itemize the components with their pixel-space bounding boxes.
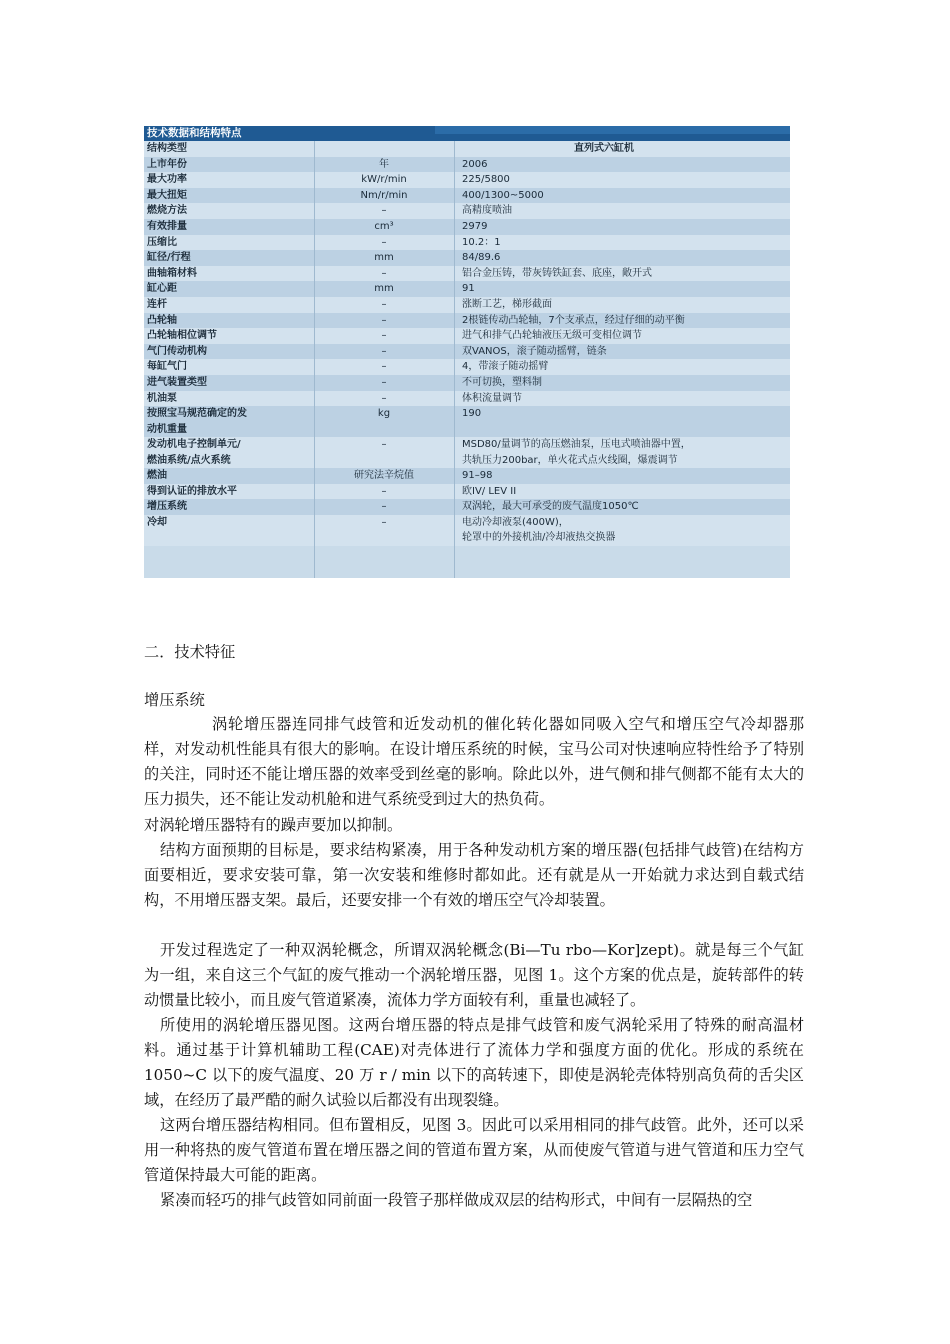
spec-value-cell: 190 [462,408,482,420]
spec-name-cell: 得到认证的排放水平 [147,485,237,497]
spec-value-cell: 84/89.6 [462,252,501,264]
spec-table-title-text: 技术数据和结构特点 [147,127,242,139]
spec-unit-cell: – [381,439,387,451]
spec-row [144,203,790,219]
spec-name-cell: 机油泵 [147,392,177,404]
spec-unit-cell: – [381,376,387,388]
spec-value-cell: 不可切换，塑料制 [462,376,542,388]
spec-row [144,468,790,484]
spec-row [144,297,790,313]
spec-value-cell: 10.2：1 [462,236,501,248]
spec-unit-cell: – [381,392,387,404]
spec-value-cell: 涨断工艺，梯形截面 [462,298,552,310]
spec-value-cell: 91 [462,283,475,295]
spec-unit-cell: mm [374,252,394,264]
spec-unit-cell: – [381,267,387,279]
section-heading: 二．技术特征 [144,643,236,661]
spec-unit-cell: – [381,361,387,373]
spec-name-cell: 最大功率 [147,174,187,186]
spec-row [144,188,790,204]
spec-name-cell: 增压系统 [147,501,187,513]
spec-value-cell: 进气和排气凸轮轴液压无级可变相位调节 [462,330,642,342]
spec-name-cell: 气门传动机构 [147,345,207,357]
spec-row [144,391,790,407]
spec-table-rows [144,141,790,546]
spec-unit-cell: – [381,205,387,217]
spec-value-cell: 欧IV/ LEV II [462,485,517,497]
spec-row [144,499,790,515]
spec-row [144,328,790,344]
paragraph: 所使用的涡轮增压器见图。这两台增压器的特点是排气歧管和废气涡轮采用了特殊的耐高温材料。通过基于计算机辅助工程(CAE)对壳体进行了流体力学和强度方面的优化。形成的系统在 1050~C 以下的废气温度、20 万 r / min 以下的高转速下，即使是涡轮壳体特别高负荷的舌尖区域，在经历了最严酷的耐久试验以后都没有出现裂缝。 [144,1016,804,1109]
spec-unit-cell: 年 [379,158,389,170]
spec-row [144,157,790,173]
spec-row [144,281,790,297]
spec-row [144,141,790,157]
paragraph: 结构方面预期的目标是，要求结构紧凑，用于各种发动机方案的增压器(包括排气歧管)在结构方面要相近，要求安装可靠，第一次安装和维修时都如此。还有就是从一开始就力求达到自载式结构，不用增压器支架。最后，还要安排一个有效的增压空气冷却装置。 [144,841,804,909]
spec-value-cell: 2根链传动凸轮轴，7个支承点，经过仔细的动平衡 [462,314,685,326]
spec-value-cell: 电动冷却液泵(400W)， 轮罩中的外接机油/冷却液热交换器 [462,516,616,544]
spec-unit-cell: kg [377,408,391,420]
spec-unit-cell: – [381,314,387,326]
spec-value-cell: 2006 [462,158,488,170]
column-divider [314,141,315,578]
spec-row [144,359,790,375]
paragraph: 紧凑而轻巧的排气歧管如同前面一段管子那样做成双层的结构形式，中间有一层隔热的空 [160,1191,753,1209]
spec-table-title [144,126,790,141]
spec-value-cell: 91–98 [462,470,493,482]
spec-row [144,172,790,188]
spec-name-cell: 最大扭矩 [147,189,187,201]
spec-name-cell: 结构类型 [147,143,187,154]
spec-name-cell: 曲轴箱材料 [147,267,197,279]
spec-unit-cell: – [381,236,387,248]
paragraph: 开发过程选定了一种双涡轮概念，所谓双涡轮概念(Bi—Tu rbo—Kor]zept)。就是每三个气缸为一组，来自这三个气缸的废气推动一个涡轮增压器，见图 1。这个方案的优点是，旋转部件的转动惯量比较小，而且废气管道紧凑，流体力学方面较有利，重量也减轻了。 [144,941,804,1009]
spec-row [144,437,790,468]
spec-value-cell: 双VANOS，滚子随动摇臂，链条 [462,345,607,357]
column-divider [454,141,455,578]
spec-unit-cell: mm [374,283,394,295]
spec-value-cell: 直列式六缸机 [574,143,634,154]
spec-name-cell: 按照宝马规范确定的发 动机重量 [147,408,247,435]
spec-table-image [144,126,790,578]
spec-value-cell: 400/1300~5000 [462,189,544,201]
spec-value-cell: 体积流量调节 [462,392,522,404]
spec-name-cell: 发动机电子控制单元/ 燃油系统/点火系统 [147,439,241,466]
spec-unit-cell: – [381,330,387,342]
paragraph: 涡轮增压器连同排气歧管和近发动机的催化转化器如同吸入空气和增压空气冷却器那样，对发动机性能具有很大的影响。在设计增压系统的时候，宝马公司对快速响应特性给予了特别的关注，同时还不能让增压器的效率受到丝毫的影响。除此以外，进气侧和排气侧都不能有太大的压力损失，还不能让发动机舱和进气系统受到过大的热负荷。 [144,715,804,808]
spec-name-cell: 有效排量 [147,220,187,232]
spec-row [144,484,790,500]
spec-name-cell: 压缩比 [147,236,177,248]
spec-unit-cell: cm³ [374,220,394,232]
spec-unit-cell: kW/r/min [361,174,407,186]
spec-table-title-bar [435,126,790,134]
spec-unit-cell: – [381,501,387,513]
spec-unit-cell: 研究法辛烷值 [354,470,414,482]
spec-row [144,266,790,282]
spec-unit-cell: – [381,298,387,310]
sub-heading: 增压系统 [144,691,205,709]
spec-value-cell: 4，带滚子随动摇臂 [462,361,549,373]
spec-row [144,219,790,235]
spec-name-cell: 燃油 [147,470,167,482]
spec-row [144,235,790,251]
spec-name-cell: 进气装置类型 [147,376,207,388]
spec-name-cell: 冷却 [147,516,167,528]
spec-name-cell: 缸心距 [147,283,177,295]
spec-row [144,375,790,391]
spec-unit-cell: – [381,485,387,497]
spec-name-cell: 凸轮轴相位调节 [147,330,217,342]
paragraph: 对涡轮增压器特有的躁声要加以抑制。 [144,816,403,834]
spec-name-cell: 上市年份 [147,158,187,170]
spec-row [144,344,790,360]
paragraph: 这两台增压器结构相同。但布置相反，见图 3。因此可以采用相同的排气歧管。此外，还可以采用一种将热的废气管道布置在增压器之间的管道布置方案，从而使废气管道与进气管道和压力空气管道保持最大可能的距离。 [144,1116,804,1184]
spec-name-cell: 每缸气门 [147,361,187,373]
spec-value-cell: 2979 [462,220,488,232]
spec-unit-cell: – [381,345,387,357]
spec-name-cell: 连杆 [147,298,167,310]
spec-value-cell: MSD80/量调节的高压燃油泵，压电式喷油器中置， 共轨压力200bar，单火花式点火线圈，爆震调节 [462,439,691,466]
spec-unit-cell: – [381,516,387,528]
spec-unit-cell [314,141,454,157]
spec-value-cell: 高精度喷油 [462,205,512,217]
spec-name-cell: 燃烧方法 [147,205,187,217]
spec-name-cell: 缸径/行程 [147,252,191,264]
spec-name-cell: 凸轮轴 [147,314,177,326]
spec-value-cell: 双涡轮，最大可承受的废气温度1050℃ [462,501,639,513]
spec-row [144,250,790,266]
spec-row [144,515,790,546]
spec-unit-cell: Nm/r/min [360,189,408,201]
spec-value-cell: 225/5800 [462,174,510,186]
spec-row [144,313,790,329]
spec-value-cell: 铝合金压铸，带灰铸铁缸套、底座，敞开式 [462,267,652,279]
spec-row [144,406,790,437]
